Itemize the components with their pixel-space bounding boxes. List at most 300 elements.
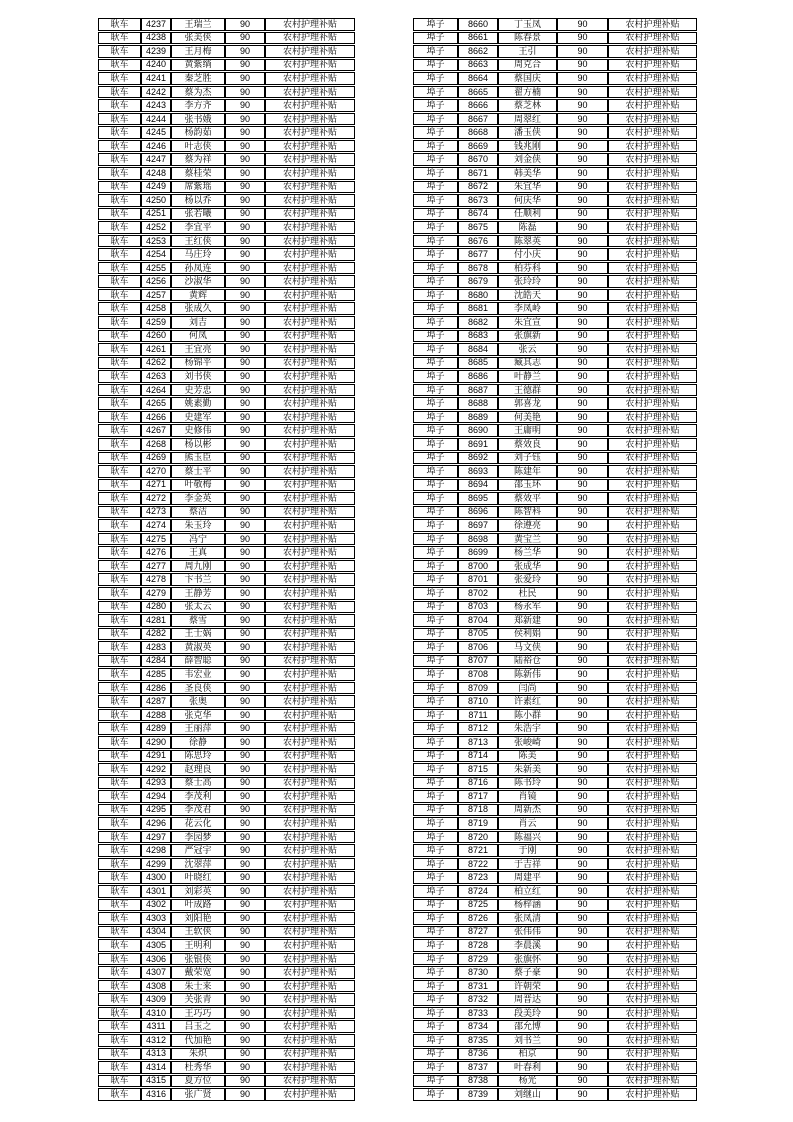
region-cell: 耿车 [98,86,141,99]
name-cell: 朱新美 [498,763,557,776]
benefit-cell: 农村护理补贴 [265,140,355,153]
serial-cell: 8706 [458,641,498,654]
name-cell: 朱宜宣 [498,316,557,329]
benefit-cell: 农村护理补贴 [265,18,355,31]
benefit-cell: 农村护理补贴 [265,452,355,465]
table-row [98,140,355,153]
subsidy-table-left [98,17,355,1102]
amount-cell: 90 [557,560,608,573]
serial-cell: 4265 [141,397,171,410]
serial-cell: 4268 [141,438,171,451]
amount-cell: 90 [557,1088,608,1101]
benefit-cell: 农村护理补贴 [608,695,697,708]
serial-cell: 8709 [458,682,498,695]
name-cell: 张若曦 [171,208,225,221]
region-cell: 埠子 [413,289,458,302]
amount-cell: 90 [225,465,265,478]
name-cell: 李晨溪 [498,939,557,952]
region-cell: 埠子 [413,32,458,45]
amount-cell: 90 [557,939,608,952]
benefit-cell: 农村护理补贴 [265,844,355,857]
amount-cell: 90 [225,438,265,451]
table-row [413,966,697,979]
table-row [98,302,355,315]
table-row [413,99,697,112]
table-row [413,1020,697,1033]
name-cell: 王巧巧 [171,1007,225,1020]
serial-cell: 8737 [458,1061,498,1074]
serial-cell: 4250 [141,194,171,207]
amount-cell: 90 [225,126,265,139]
name-cell: 王引 [498,45,557,58]
benefit-cell: 农村护理补贴 [608,1048,697,1061]
serial-cell: 4267 [141,424,171,437]
amount-cell: 90 [225,72,265,85]
table-row [98,817,355,830]
serial-cell: 4246 [141,140,171,153]
amount-cell: 90 [557,858,608,871]
benefit-cell: 农村护理补贴 [608,628,697,641]
name-cell: 陈春景 [498,32,557,45]
benefit-cell: 农村护理补贴 [265,397,355,410]
region-cell: 耿车 [98,302,141,315]
amount-cell: 90 [225,397,265,410]
benefit-cell: 农村护理补贴 [608,235,697,248]
table-row [413,411,697,424]
benefit-cell: 农村护理补贴 [265,411,355,424]
region-cell: 埠子 [413,668,458,681]
table-row [98,59,355,72]
benefit-cell: 农村护理补贴 [265,424,355,437]
region-cell: 埠子 [413,533,458,546]
table-row [98,844,355,857]
name-cell: 李茂君 [171,804,225,817]
name-cell: 肖云 [498,817,557,830]
table-row [98,452,355,465]
region-cell: 耿车 [98,506,141,519]
subsidy-table-right-body [413,18,697,1101]
region-cell: 埠子 [413,59,458,72]
table-row [98,18,355,31]
region-cell: 埠子 [413,45,458,58]
name-cell: 蔡士平 [171,465,225,478]
benefit-cell: 农村护理补贴 [265,384,355,397]
amount-cell: 90 [557,750,608,763]
amount-cell: 90 [557,912,608,925]
region-cell: 耿车 [98,235,141,248]
benefit-cell: 农村护理补贴 [608,126,697,139]
serial-cell: 8681 [458,302,498,315]
region-cell: 埠子 [413,506,458,519]
benefit-cell: 农村护理补贴 [608,384,697,397]
serial-cell: 4242 [141,86,171,99]
serial-cell: 8712 [458,722,498,735]
serial-cell: 4266 [141,411,171,424]
benefit-cell: 农村护理补贴 [608,221,697,234]
table-row [413,573,697,586]
serial-cell: 4257 [141,289,171,302]
benefit-cell: 农村护理补贴 [265,181,355,194]
name-cell: 关张青 [171,993,225,1006]
region-cell: 埠子 [413,628,458,641]
amount-cell: 90 [557,1075,608,1088]
amount-cell: 90 [557,424,608,437]
name-cell: 王丽萍 [171,722,225,735]
amount-cell: 90 [557,235,608,248]
region-cell: 埠子 [413,153,458,166]
table-row [413,899,697,912]
benefit-cell: 农村护理补贴 [608,506,697,519]
table-row [413,790,697,803]
serial-cell: 8675 [458,221,498,234]
serial-cell: 8708 [458,668,498,681]
serial-cell: 4237 [141,18,171,31]
table-row [98,926,355,939]
serial-cell: 8715 [458,763,498,776]
serial-cell: 4281 [141,614,171,627]
benefit-cell: 农村护理补贴 [265,1061,355,1074]
benefit-cell: 农村护理补贴 [265,926,355,939]
benefit-cell: 农村护理补贴 [608,926,697,939]
region-cell: 耿车 [98,831,141,844]
table-row [98,72,355,85]
region-cell: 埠子 [413,722,458,735]
benefit-cell: 农村护理补贴 [608,302,697,315]
region-cell: 耿车 [98,181,141,194]
region-cell: 耿车 [98,316,141,329]
benefit-cell: 农村护理补贴 [608,641,697,654]
region-cell: 埠子 [413,167,458,180]
benefit-cell: 农村护理补贴 [265,601,355,614]
amount-cell: 90 [225,1088,265,1101]
serial-cell: 8678 [458,262,498,275]
region-cell: 耿车 [98,641,141,654]
serial-cell: 4297 [141,831,171,844]
name-cell: 陈智科 [498,506,557,519]
benefit-cell: 农村护理补贴 [608,370,697,383]
name-cell: 黄紫绱 [171,59,225,72]
amount-cell: 90 [557,221,608,234]
amount-cell: 90 [557,885,608,898]
region-cell: 耿车 [98,113,141,126]
benefit-cell: 农村护理补贴 [608,1020,697,1033]
name-cell: 刘子钰 [498,452,557,465]
amount-cell: 90 [557,1061,608,1074]
table-row [413,1034,697,1047]
table-row [98,831,355,844]
table-row [98,424,355,437]
region-cell: 埠子 [413,438,458,451]
region-cell: 埠子 [413,1061,458,1074]
table-row [413,32,697,45]
table-row [98,614,355,627]
benefit-cell: 农村护理补贴 [265,86,355,99]
region-cell: 埠子 [413,587,458,600]
table-row [98,1061,355,1074]
amount-cell: 90 [557,384,608,397]
serial-cell: 8704 [458,614,498,627]
table-row [413,126,697,139]
benefit-cell: 农村护理补贴 [608,750,697,763]
table-row [98,966,355,979]
amount-cell: 90 [225,993,265,1006]
table-row [98,126,355,139]
region-cell: 耿车 [98,330,141,343]
benefit-cell: 农村护理补贴 [608,980,697,993]
serial-cell: 8688 [458,397,498,410]
name-cell: 叶敬梅 [171,479,225,492]
amount-cell: 90 [557,817,608,830]
table-row [98,533,355,546]
name-cell: 黄宝兰 [498,533,557,546]
table-row [98,573,355,586]
benefit-cell: 农村护理补贴 [265,221,355,234]
region-cell: 埠子 [413,465,458,478]
name-cell: 徐遵亮 [498,519,557,532]
table-row [98,1088,355,1101]
name-cell: 韩美华 [498,167,557,180]
table-row [413,722,697,735]
name-cell: 黄辉 [171,289,225,302]
amount-cell: 90 [225,18,265,31]
name-cell: 王真 [171,546,225,559]
benefit-cell: 农村护理补贴 [608,86,697,99]
serial-cell: 4283 [141,641,171,654]
serial-cell: 8683 [458,330,498,343]
region-cell: 耿车 [98,1061,141,1074]
amount-cell: 90 [557,181,608,194]
benefit-cell: 农村护理补贴 [265,194,355,207]
benefit-cell: 农村护理补贴 [608,831,697,844]
subsidy-table-left-body [98,18,355,1101]
table-row [413,804,697,817]
table-row [413,858,697,871]
region-cell: 耿车 [98,370,141,383]
amount-cell: 90 [225,248,265,261]
benefit-cell: 农村护理补贴 [265,546,355,559]
amount-cell: 90 [225,953,265,966]
table-row [413,560,697,573]
benefit-cell: 农村护理补贴 [608,519,697,532]
benefit-cell: 农村护理补贴 [265,628,355,641]
table-row [413,330,697,343]
serial-cell: 8711 [458,709,498,722]
amount-cell: 90 [557,668,608,681]
name-cell: 李凤岭 [498,302,557,315]
table-row [413,262,697,275]
table-row [98,668,355,681]
table-row [98,316,355,329]
benefit-cell: 农村护理补贴 [608,573,697,586]
name-cell: 蔡雪 [171,614,225,627]
region-cell: 埠子 [413,1075,458,1088]
serial-cell: 4291 [141,750,171,763]
region-cell: 耿车 [98,452,141,465]
name-cell: 张广贤 [171,1088,225,1101]
serial-cell: 8727 [458,926,498,939]
amount-cell: 90 [557,763,608,776]
amount-cell: 90 [557,966,608,979]
amount-cell: 90 [225,1020,265,1033]
serial-cell: 8686 [458,370,498,383]
table-row [413,452,697,465]
name-cell: 周建平 [498,871,557,884]
name-cell: 杨永军 [498,601,557,614]
serial-cell: 4255 [141,262,171,275]
name-cell: 夏方位 [171,1075,225,1088]
name-cell: 杨兰华 [498,546,557,559]
benefit-cell: 农村护理补贴 [608,885,697,898]
amount-cell: 90 [225,899,265,912]
table-row [413,871,697,884]
region-cell: 耿车 [98,858,141,871]
serial-cell: 8738 [458,1075,498,1088]
region-cell: 耿车 [98,695,141,708]
table-row [413,167,697,180]
table-row [413,750,697,763]
amount-cell: 90 [557,411,608,424]
region-cell: 埠子 [413,248,458,261]
name-cell: 刘书兰 [498,1034,557,1047]
serial-cell: 8705 [458,628,498,641]
name-cell: 杨以彬 [171,438,225,451]
serial-cell: 4282 [141,628,171,641]
name-cell: 周新杰 [498,804,557,817]
benefit-cell: 农村护理补贴 [608,655,697,668]
region-cell: 埠子 [413,858,458,871]
table-row [98,262,355,275]
region-cell: 埠子 [413,113,458,126]
serial-cell: 4238 [141,32,171,45]
table-row [98,709,355,722]
region-cell: 耿车 [98,926,141,939]
amount-cell: 90 [557,573,608,586]
serial-cell: 8662 [458,45,498,58]
serial-cell: 8670 [458,153,498,166]
amount-cell: 90 [557,153,608,166]
amount-cell: 90 [225,1075,265,1088]
table-row [98,492,355,505]
serial-cell: 8697 [458,519,498,532]
benefit-cell: 农村护理补贴 [608,1007,697,1020]
name-cell: 刘阳艳 [171,912,225,925]
name-cell: 席紫瑶 [171,181,225,194]
table-row [413,479,697,492]
region-cell: 耿车 [98,438,141,451]
amount-cell: 90 [225,113,265,126]
amount-cell: 90 [225,1007,265,1020]
benefit-cell: 农村护理补贴 [265,750,355,763]
benefit-cell: 农村护理补贴 [608,45,697,58]
amount-cell: 90 [557,465,608,478]
region-cell: 耿车 [98,953,141,966]
serial-cell: 4270 [141,465,171,478]
subsidy-table-right [413,17,697,1102]
name-cell: 许朝荣 [498,980,557,993]
table-row [413,424,697,437]
name-cell: 刘继山 [498,1088,557,1101]
serial-cell: 4303 [141,912,171,925]
amount-cell: 90 [557,18,608,31]
name-cell: 许素红 [498,695,557,708]
table-row [98,871,355,884]
amount-cell: 90 [557,682,608,695]
name-cell: 柏京 [498,1048,557,1061]
benefit-cell: 农村护理补贴 [265,99,355,112]
benefit-cell: 农村护理补贴 [265,302,355,315]
benefit-cell: 农村护理补贴 [265,492,355,505]
amount-cell: 90 [225,533,265,546]
amount-cell: 90 [557,72,608,85]
benefit-cell: 农村护理补贴 [608,289,697,302]
amount-cell: 90 [225,181,265,194]
amount-cell: 90 [557,140,608,153]
name-cell: 薛智聪 [171,655,225,668]
table-row [98,397,355,410]
name-cell: 蔡为祥 [171,153,225,166]
region-cell: 埠子 [413,72,458,85]
amount-cell: 90 [225,1034,265,1047]
name-cell: 张美侠 [171,32,225,45]
benefit-cell: 农村护理补贴 [608,357,697,370]
serial-cell: 4293 [141,777,171,790]
region-cell: 耿车 [98,668,141,681]
benefit-cell: 农村护理补贴 [265,153,355,166]
serial-cell: 8728 [458,939,498,952]
name-cell: 杜民 [498,587,557,600]
amount-cell: 90 [557,506,608,519]
serial-cell: 4306 [141,953,171,966]
name-cell: 杨锦平 [171,357,225,370]
benefit-cell: 农村护理补贴 [265,519,355,532]
name-cell: 蔡效平 [498,492,557,505]
region-cell: 埠子 [413,370,458,383]
amount-cell: 90 [225,790,265,803]
table-row [413,492,697,505]
serial-cell: 8694 [458,479,498,492]
table-row [413,86,697,99]
serial-cell: 4313 [141,1048,171,1061]
table-row [98,208,355,221]
table-row [413,519,697,532]
table-row [98,628,355,641]
name-cell: 王庸明 [498,424,557,437]
name-cell: 钱兆刚 [498,140,557,153]
region-cell: 耿车 [98,939,141,952]
serial-cell: 4277 [141,560,171,573]
serial-cell: 8713 [458,736,498,749]
serial-cell: 8726 [458,912,498,925]
amount-cell: 90 [225,32,265,45]
region-cell: 耿车 [98,993,141,1006]
serial-cell: 4294 [141,790,171,803]
region-cell: 埠子 [413,194,458,207]
table-row [98,32,355,45]
table-row [413,844,697,857]
serial-cell: 4299 [141,858,171,871]
benefit-cell: 农村护理补贴 [608,993,697,1006]
name-cell: 蔡洁 [171,506,225,519]
region-cell: 埠子 [413,817,458,830]
name-cell: 马庄玲 [171,248,225,261]
amount-cell: 90 [557,167,608,180]
table-row [98,330,355,343]
table-row [98,289,355,302]
serial-cell: 8684 [458,343,498,356]
amount-cell: 90 [225,750,265,763]
benefit-cell: 农村护理补贴 [265,1020,355,1033]
region-cell: 耿车 [98,750,141,763]
